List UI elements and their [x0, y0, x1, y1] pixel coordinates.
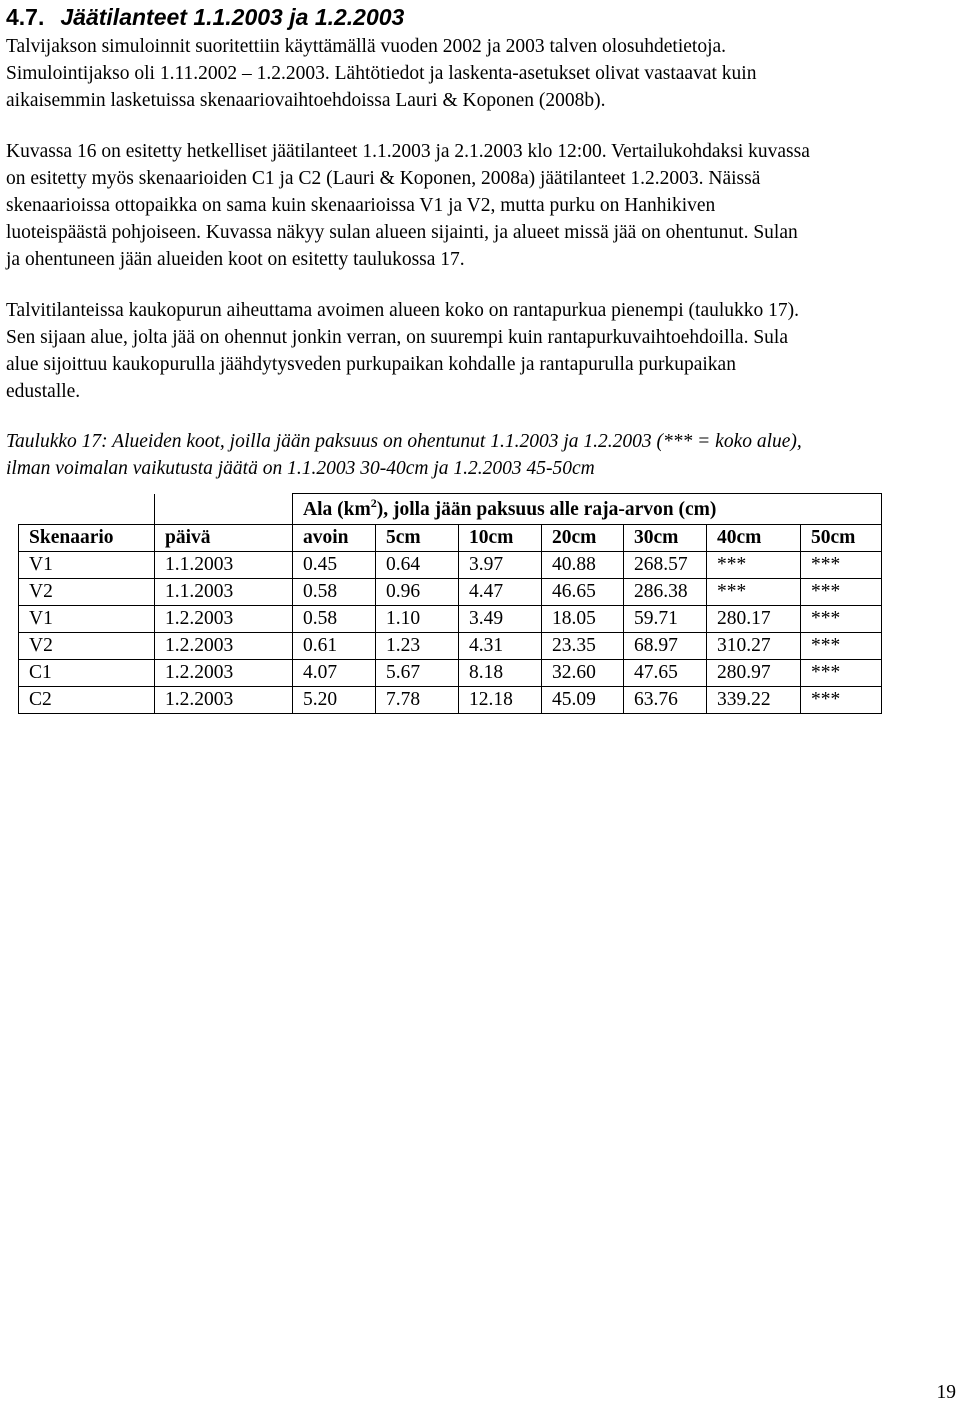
table-cell: 280.17: [707, 606, 801, 633]
table-cell: ***: [801, 606, 882, 633]
table-cell: V2: [19, 633, 155, 660]
text-line: on esitetty myös skenaarioiden C1 ja C2 (Lauri & Koponen, 2008a) jäätilanteet 1.2.2003. Näissä: [6, 168, 761, 189]
table-cell: 310.27: [707, 633, 801, 660]
table-row: [19, 633, 882, 660]
table-cell: ***: [801, 687, 882, 714]
table-cell: 0.45: [293, 552, 376, 579]
table-row: [19, 579, 882, 606]
column-header: 20cm: [542, 525, 624, 552]
column-header: päivä: [155, 525, 293, 552]
table-cell: 32.60: [542, 660, 624, 687]
table-cell: 4.47: [459, 579, 542, 606]
table-cell: 1.10: [376, 606, 459, 633]
text-line: alue sijoittuu kaukopurulla jäähdytysveden purkupaikan kohdalle ja rantapurulla purkupaikan: [6, 354, 736, 375]
table-cell: 68.97: [624, 633, 707, 660]
column-header: 10cm: [459, 525, 542, 552]
table-cell: 1.23: [376, 633, 459, 660]
column-header: 50cm: [801, 525, 882, 552]
table-cell: 0.61: [293, 633, 376, 660]
group-header-text: Ala (km: [303, 499, 371, 520]
table-cell: 1.1.2003: [155, 579, 293, 606]
table-row: [19, 687, 882, 714]
table-cell: 1.2.2003: [155, 687, 293, 714]
column-header: 40cm: [707, 525, 801, 552]
table-cell: 40.88: [542, 552, 624, 579]
table-cell: 0.58: [293, 579, 376, 606]
empty-cell: [19, 494, 155, 525]
table-cell: V1: [19, 606, 155, 633]
column-header: 5cm: [376, 525, 459, 552]
table-caption: [6, 428, 802, 482]
table-cell: 7.78: [376, 687, 459, 714]
table-cell: V2: [19, 579, 155, 606]
table-cell: 18.05: [542, 606, 624, 633]
section-title: Jäätilanteet 1.1.2003 ja 1.2.2003: [60, 4, 405, 30]
caption-line: ilman voimalan vaikutusta jäätä on 1.1.2003 30-40cm ja 1.2.2003 45-50cm: [6, 458, 595, 479]
table-cell: 45.09: [542, 687, 624, 714]
table-cell: 286.38: [624, 579, 707, 606]
text-line: Simulointijakso oli 1.11.2002 – 1.2.2003. Lähtötiedot ja laskenta-asetukset olivat vastaavat kuin: [6, 63, 757, 84]
group-header: [293, 494, 882, 525]
table-row: [19, 606, 882, 633]
text-line: edustalle.: [6, 381, 81, 402]
table-cell: 0.64: [376, 552, 459, 579]
table-cell: 8.18: [459, 660, 542, 687]
table-cell: 0.58: [293, 606, 376, 633]
table-cell: 46.65: [542, 579, 624, 606]
table-cell: 1.2.2003: [155, 606, 293, 633]
table-cell: 23.35: [542, 633, 624, 660]
table-header-row: [19, 525, 882, 552]
table-cell: 0.96: [376, 579, 459, 606]
table-cell: 47.65: [624, 660, 707, 687]
table-cell: 280.97: [707, 660, 801, 687]
text-line: Talvijakson simuloinnit suoritettiin käyttämällä vuoden 2002 ja 2003 talven olosuhdetietoja.: [6, 36, 727, 57]
table-row: [19, 552, 882, 579]
table-cell: ***: [801, 660, 882, 687]
table-cell: ***: [801, 552, 882, 579]
column-header: avoin: [293, 525, 376, 552]
column-header: 30cm: [624, 525, 707, 552]
table-cell: 5.67: [376, 660, 459, 687]
paragraph-1: [6, 33, 956, 114]
table-cell: ***: [801, 579, 882, 606]
text-line: skenaarioissa ottopaikka on sama kuin skenaarioissa V1 ja V2, mutta purku on Hanhikiven: [6, 195, 716, 216]
paragraph-2: [6, 138, 956, 273]
table-cell: ***: [707, 579, 801, 606]
group-header-text: ), jolla jään paksuus alle raja-arvon (cm): [376, 499, 717, 520]
table-cell: ***: [707, 552, 801, 579]
superscript: 2: [370, 496, 377, 510]
table-cell: 4.31: [459, 633, 542, 660]
table-cell: 5.20: [293, 687, 376, 714]
table-cell: 268.57: [624, 552, 707, 579]
table-row: [19, 660, 882, 687]
table-group-header-row: [19, 494, 882, 525]
table-cell: 3.97: [459, 552, 542, 579]
table-cell: 59.71: [624, 606, 707, 633]
page-number: 19: [936, 1382, 956, 1403]
text-line: aikaisemmin lasketuissa skenaariovaihtoehdoissa Lauri & Koponen (2008b).: [6, 90, 606, 111]
text-line: ja ohentuneen jään alueiden koot on esitetty taulukossa 17.: [6, 249, 465, 270]
table-cell: 12.18: [459, 687, 542, 714]
table-cell: 63.76: [624, 687, 707, 714]
text-line: luoteispäästä pohjoiseen. Kuvassa näkyy sulan alueen sijainti, ja alueet missä jää on ohentunut. Sulan: [6, 222, 798, 243]
table-cell: 339.22: [707, 687, 801, 714]
table-cell: 1.2.2003: [155, 660, 293, 687]
table-cell: 1.2.2003: [155, 633, 293, 660]
data-table: [18, 493, 882, 714]
table-cell: 4.07: [293, 660, 376, 687]
empty-cell: [155, 494, 293, 525]
caption-line: Taulukko 17: Alueiden koot, joilla jään paksuus on ohentunut 1.1.2003 ja 1.2.2003 (*** = koko alue),: [6, 431, 802, 452]
table-cell: V1: [19, 552, 155, 579]
text-line: Kuvassa 16 on esitetty hetkelliset jäätilanteet 1.1.2003 ja 2.1.2003 klo 12:00. Vertailukohdaksi kuvassa: [6, 141, 810, 162]
text-line: Sen sijaan alue, jolta jää on ohennut jonkin verran, on suurempi kuin rantapurkuvaihtoehdoilla. Sula: [6, 327, 788, 348]
table-cell: ***: [801, 633, 882, 660]
text-line: Talvitilanteissa kaukopurun aiheuttama avoimen alueen koko on rantapurkua pienempi (taulukko 17).: [6, 300, 800, 321]
table-cell: C2: [19, 687, 155, 714]
paragraph-3: [6, 297, 956, 405]
column-header: Skenaario: [19, 525, 155, 552]
table-cell: C1: [19, 660, 155, 687]
section-number: 4.7.: [6, 4, 45, 30]
table-cell: 1.1.2003: [155, 552, 293, 579]
table-cell: 3.49: [459, 606, 542, 633]
section-heading: [6, 2, 404, 32]
